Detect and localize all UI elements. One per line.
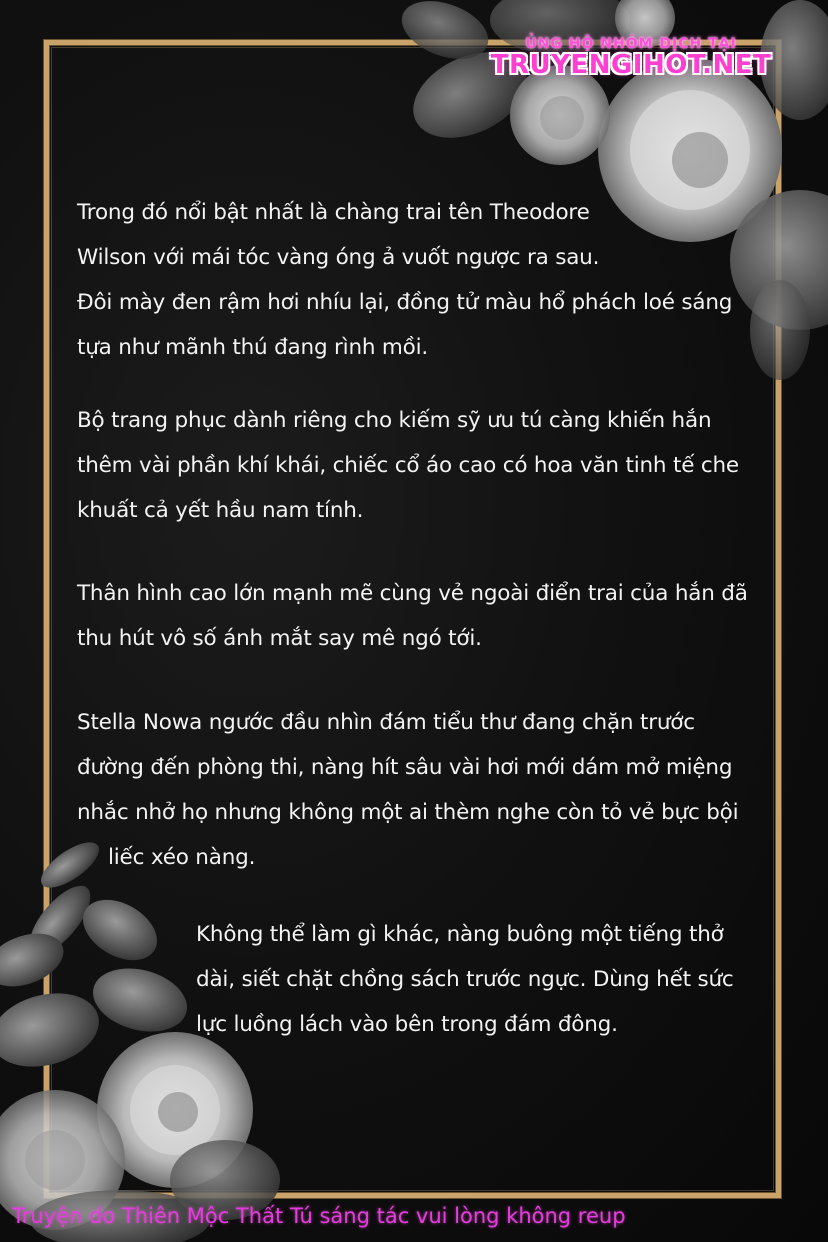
paragraph-2: Bộ trang phục dành riêng cho kiếm sỹ ưu tú càng khiến hắn thêm vài phần khí khái, chiếc cổ áo cao có hoa văn tinh tế che khuất cả yết hầu nam tính.	[77, 408, 739, 523]
paragraph-4-end: liếc xéo nàng.	[108, 845, 256, 870]
watermark-top-line1: ỦNG HỘ NHÓM DỊCH TẠI	[525, 36, 737, 52]
watermark-bottom: Truyện do Thiên Mộc Thất Tú sáng tác vui lòng không reup	[12, 1204, 626, 1228]
paragraph-1: Trong đó nổi bật nhất là chàng trai tên Theodore Wilson với mái tóc vàng óng ả vuốt ngược ra sau. Đôi mày đen rậm hơi nhíu lại, đồng tử màu hổ phách loé sáng tựa như mãnh thú đang rình mồi.	[77, 200, 733, 360]
paragraph-3: Thân hình cao lớn mạnh mẽ cùng vẻ ngoài điển trai của hắn đã thu hút vô số ánh mắt say mê ngó tới.	[77, 581, 748, 651]
watermark-top-site: TRUYENGIHOT.NET	[490, 50, 772, 80]
paragraph-5: Không thể làm gì khác, nàng buông một tiếng thở dài, siết chặt chồng sách trước ngực. Dùng hết sức lực luồng lách vào bên trong đám đông.	[196, 922, 734, 1037]
paragraph-4: Stella Nowa ngước đầu nhìn đám tiểu thư đang chặn trước đường đến phòng thi, nàng hít sâu vài hơi mới dám mở miệng nhắc nhở họ nhưng không một ai thèm nghe còn tỏ vẻ bực bội	[77, 710, 739, 825]
watermark-top	[486, 36, 776, 80]
